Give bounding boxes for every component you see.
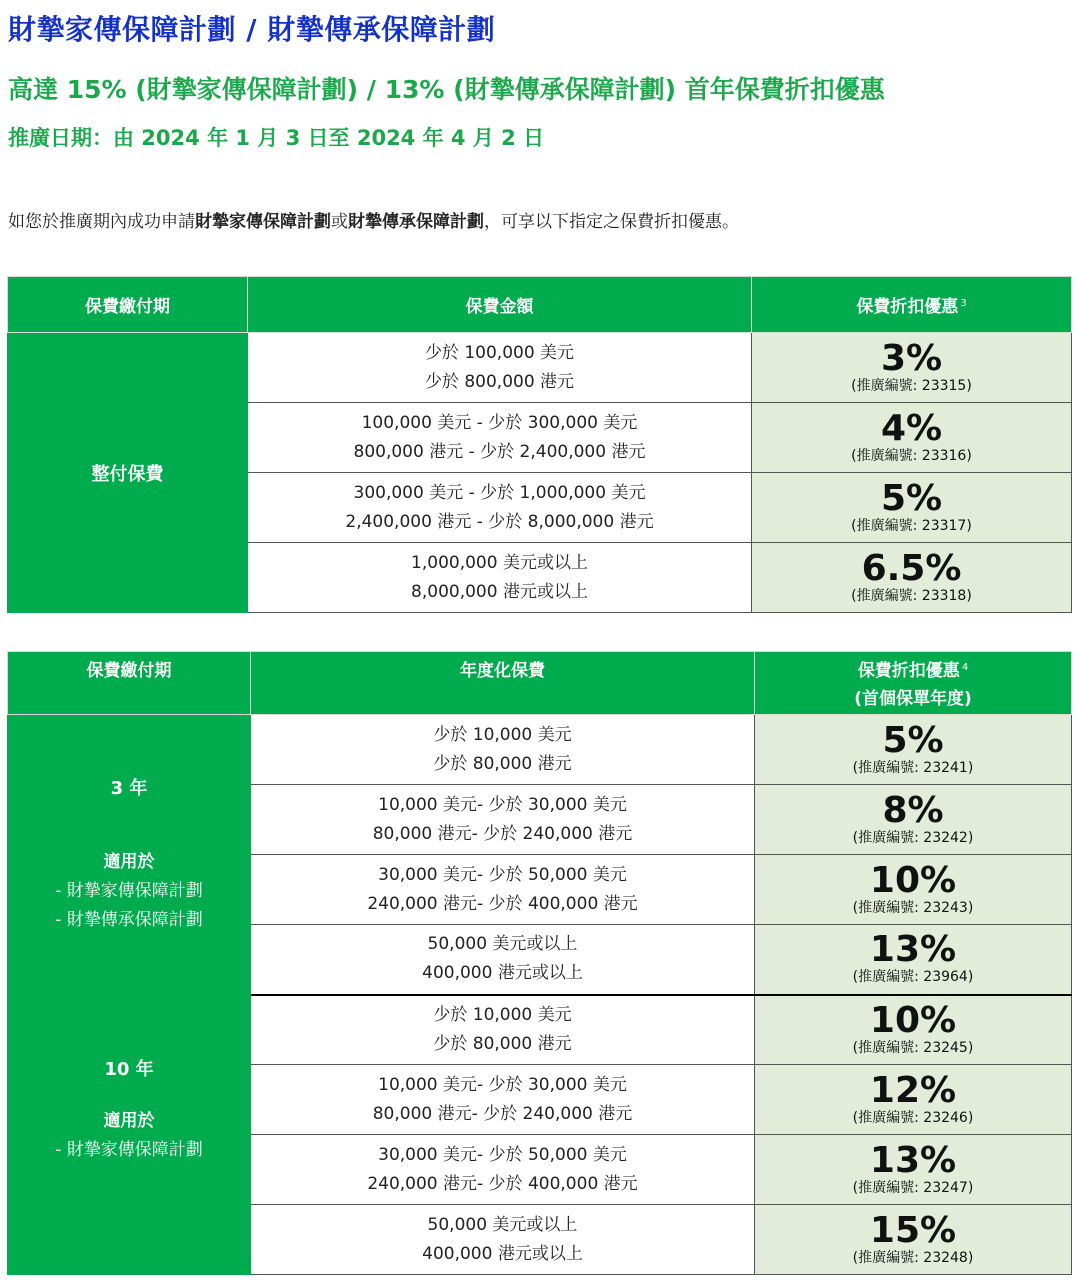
discount-percent: 5%: [882, 719, 944, 761]
promo-code: (推廣編號: 23317): [851, 517, 972, 534]
promo-code: (推廣編號: 23248): [852, 1249, 974, 1266]
period-cell-3-years: [8, 715, 251, 995]
discount-percent: 10%: [869, 999, 957, 1041]
promo-code: (推廣編號: 23315): [851, 377, 972, 394]
amount-hkd: 少於 80,000 港元: [433, 753, 572, 774]
discount-percent: 8%: [882, 789, 944, 831]
amount-hkd: 800,000 港元 - 少於 2,400,000 港元: [353, 441, 646, 462]
intro-part2: 或: [331, 212, 348, 232]
amount-hkd: 8,000,000 港元或以上: [411, 581, 588, 602]
footnote-marker: 3: [960, 298, 967, 309]
amount-cell: [248, 473, 752, 543]
period-cell-10-years: [8, 995, 251, 1275]
promo-code: (推廣編號: 23241): [852, 759, 974, 776]
period-label: 10 年: [104, 1058, 154, 1080]
period-label: 3 年: [110, 777, 148, 799]
amount-usd: 50,000 美元或以上: [427, 934, 578, 955]
promotion-period: 推廣日期：由 2024 年 1 月 3 日至 2024 年 4 月 2 日: [8, 126, 545, 150]
col-header-amount: 保費金額: [248, 277, 752, 333]
discount-cell: [755, 1065, 1072, 1135]
intro-plan1: 財摯家傳保障計劃: [195, 212, 331, 232]
amount-usd: 100,000 美元 - 少於 300,000 美元: [361, 412, 638, 433]
amount-hkd: 80,000 港元- 少於 240,000 港元: [372, 1103, 633, 1124]
single-premium-discount-table: [7, 276, 1072, 613]
applies-plan: - 財摯家傳保障計劃: [55, 1139, 203, 1160]
amount-usd: 1,000,000 美元或以上: [411, 552, 588, 573]
col-header-discount-label: 保費折扣優惠: [856, 297, 959, 317]
discount-percent: 5%: [880, 477, 943, 519]
promo-code: (推廣編號: 23318): [851, 587, 972, 604]
col-header-discount-sub: (首個保單年度): [854, 688, 972, 709]
period-cell: 整付保費: [8, 333, 248, 613]
amount-cell: [251, 925, 755, 995]
col-header-discount: [755, 652, 1072, 715]
amount-cell: [251, 855, 755, 925]
amount-hkd: 80,000 港元- 少於 240,000 港元: [372, 823, 633, 844]
promo-code: (推廣編號: 23247): [852, 1179, 974, 1196]
amount-hkd: 240,000 港元- 少於 400,000 港元: [367, 1173, 638, 1194]
discount-percent: 12%: [869, 1069, 957, 1111]
col-header-discount-label: 保費折扣優惠: [857, 660, 960, 681]
discount-cell: [755, 1135, 1072, 1205]
amount-cell: [251, 715, 755, 785]
amount-cell: [248, 543, 752, 613]
table-row: [8, 715, 1072, 785]
col-header-annual-premium: 年度化保費: [251, 652, 755, 715]
amount-hkd: 240,000 港元- 少於 400,000 港元: [367, 893, 638, 914]
amount-usd: 10,000 美元- 少於 30,000 美元: [378, 794, 627, 815]
discount-percent: 3%: [880, 337, 943, 379]
col-header-discount: [752, 277, 1072, 333]
applies-label: 適用於: [103, 1110, 155, 1131]
discount-percent: 10%: [869, 859, 957, 901]
promo-code: (推廣編號: 23245): [852, 1039, 974, 1056]
discount-percent: 15%: [869, 1209, 957, 1251]
promo-code: (推廣編號: 23243): [852, 899, 974, 916]
applies-plan: - 財摯傳承保障計劃: [55, 909, 203, 930]
discount-cell: [755, 925, 1072, 995]
promo-code: (推廣編號: 23316): [851, 447, 972, 464]
amount-cell: [251, 1205, 755, 1275]
amount-usd: 50,000 美元或以上: [427, 1214, 578, 1235]
discount-cell: [752, 473, 1072, 543]
discount-cell: [752, 333, 1072, 403]
table-row: [8, 333, 1072, 403]
amount-usd: 10,000 美元- 少於 30,000 美元: [378, 1074, 627, 1095]
amount-hkd: 400,000 港元或以上: [422, 963, 583, 984]
promo-code: (推廣編號: 23242): [852, 829, 974, 846]
table-header-row: [8, 652, 1072, 715]
discount-cell: [752, 543, 1072, 613]
table-header-row: [8, 277, 1072, 333]
promo-code: (推廣編號: 23246): [852, 1109, 974, 1126]
intro-part1: 如您於推廣期內成功申請: [8, 212, 195, 232]
amount-hkd: 2,400,000 港元 - 少於 8,000,000 港元: [345, 511, 654, 532]
footnote-marker: 4: [961, 661, 969, 673]
amount-cell: [251, 995, 755, 1065]
promo-code: (推廣編號: 23964): [852, 969, 974, 986]
col-header-period: 保費繳付期: [8, 652, 251, 715]
offer-subtitle: 高達 15% (財摯家傳保障計劃) / 13% (財摯傳承保障計劃) 首年保費折扣優惠: [8, 75, 885, 104]
amount-cell: [248, 333, 752, 403]
intro-text: [8, 207, 739, 232]
amount-cell: [251, 1135, 755, 1205]
table-row: [8, 995, 1072, 1065]
amount-usd: 少於 10,000 美元: [433, 724, 572, 745]
applies-label: 適用於: [103, 851, 155, 872]
discount-percent: 4%: [880, 407, 943, 449]
amount-cell: [251, 785, 755, 855]
amount-hkd: 400,000 港元或以上: [422, 1243, 583, 1264]
amount-usd: 30,000 美元- 少於 50,000 美元: [378, 1144, 627, 1165]
discount-cell: [755, 995, 1072, 1065]
amount-hkd: 少於 80,000 港元: [433, 1033, 572, 1054]
amount-usd: 少於 100,000 美元: [424, 342, 575, 363]
amount-cell: [248, 403, 752, 473]
discount-cell: [755, 1205, 1072, 1275]
discount-percent: 13%: [869, 929, 957, 971]
amount-usd: 少於 10,000 美元: [433, 1004, 572, 1025]
amount-hkd: 少於 800,000 港元: [424, 371, 575, 392]
col-header-period: 保費繳付期: [8, 277, 248, 333]
intro-part3: ，可享以下指定之保費折扣優惠。: [484, 212, 739, 232]
discount-cell: [755, 785, 1072, 855]
intro-plan2: 財摯傳承保障計劃: [348, 212, 484, 232]
discount-percent: 6.5%: [861, 547, 962, 589]
discount-percent: 13%: [869, 1139, 957, 1181]
page-title: 財摯家傳保障計劃 / 財摯傳承保障計劃: [8, 13, 496, 46]
regular-premium-discount-table: [7, 651, 1072, 1275]
amount-cell: [251, 1065, 755, 1135]
discount-cell: [755, 715, 1072, 785]
discount-cell: [755, 855, 1072, 925]
amount-usd: 30,000 美元- 少於 50,000 美元: [378, 864, 627, 885]
applies-plan: - 財摯家傳保障計劃: [55, 880, 203, 901]
discount-cell: [752, 403, 1072, 473]
amount-usd: 300,000 美元 - 少於 1,000,000 美元: [353, 482, 646, 503]
